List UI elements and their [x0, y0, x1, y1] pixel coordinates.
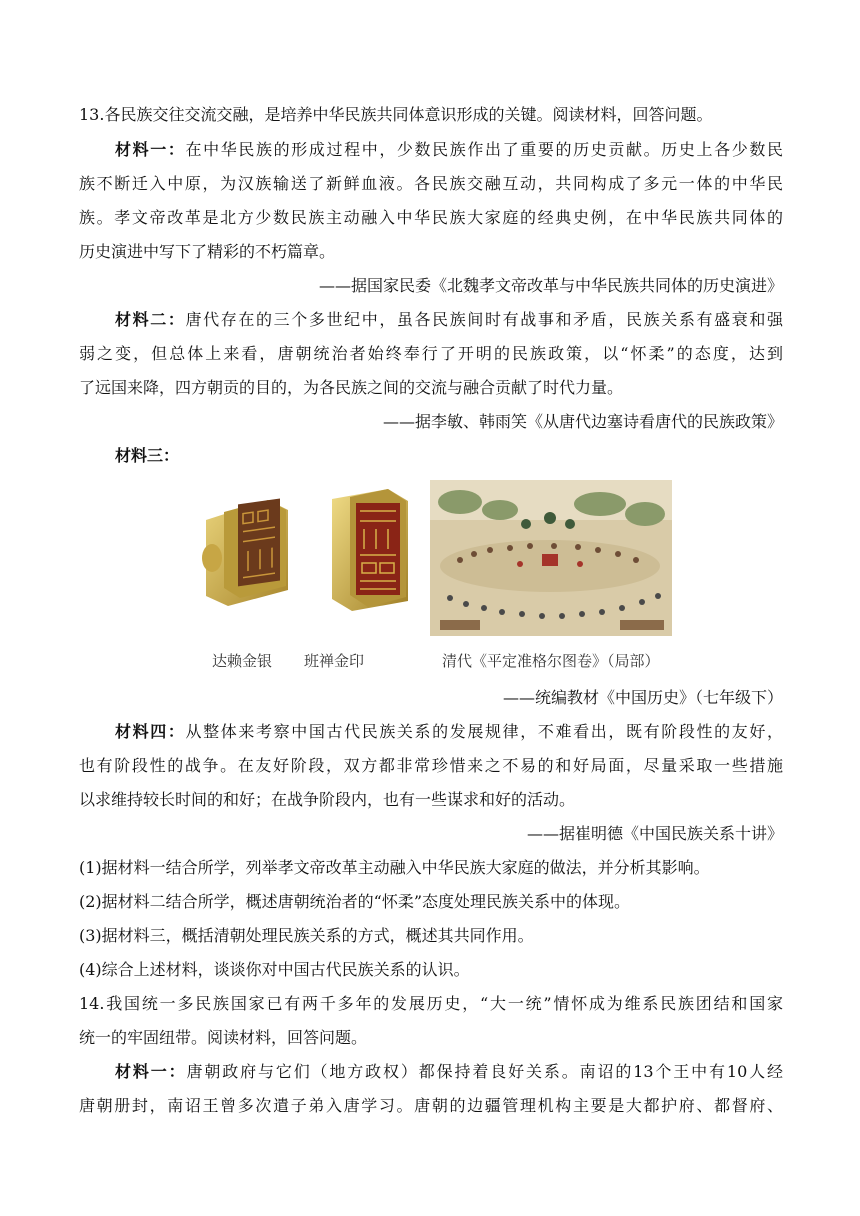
q14-stem-line2: 统一的牢固纽带。阅读材料，回答问题。: [79, 1028, 368, 1047]
q13-material4-line2: 也有阶段性的战争。在友好阶段，双方都非常珍惜来之不易的和好局面，尽量采取一些措施: [79, 756, 783, 775]
q13-stem: 13.各民族交往交流交融，是培养中华民族共同体意识形成的关键。阅读材料，回答问题。: [79, 105, 713, 124]
caption-qing-painting: 清代《平定准格尔图卷》（局部）: [442, 652, 660, 670]
material4-text1: 从整体来考察中国古代民族关系的发展规律，不难看出，既有阶段性的友好，: [185, 722, 783, 741]
material3-images: [198, 480, 678, 640]
q13-subquestion-2: (2)据材料二结合所学，概述唐朝统治者的“怀柔”态度处理民族关系中的体现。: [79, 892, 631, 911]
q13-material4-line1: [115, 722, 783, 742]
q13-material1-source: ——据国家民委《北魏孝文帝改革与中华民族共同体的历史演进》: [318, 276, 783, 295]
q13-material2-line3: 了远国来降，四方朝贡的目的，为各民族之间的交流与融合贡献了时代力量。: [79, 378, 624, 397]
q14-stem-line1: 14.我国统一多民族国家已有两千多年的发展历史，“大一统”情怀成为维系民族团结和国家: [79, 994, 783, 1013]
q13-material1-line4: 历史演进中写下了精彩的不朽篇章。: [79, 242, 336, 261]
q13-material3-source: ——统编教材《中国历史》（七年级下）: [502, 688, 783, 707]
q14-material1-label: 材料一：: [115, 1062, 187, 1081]
caption-dalai-seal: 达赖金银: [212, 652, 273, 670]
dalai-gold-seal-image: [198, 490, 290, 608]
caption-panchen-seal: 班禅金印: [304, 652, 365, 670]
material1-label: 材料一：: [115, 140, 186, 159]
qing-pacification-painting-image: [430, 480, 672, 636]
q13-material2-source: ——据李敏、韩雨笑《从唐代边塞诗看唐代的民族政策》: [382, 412, 783, 431]
q13-subquestion-4: (4)综合上述材料，谈谈你对中国古代民族关系的认识。: [79, 960, 470, 979]
q14-material1-line1: [115, 1062, 783, 1082]
material4-label: 材料四：: [115, 722, 186, 741]
material3-label: 材料三：: [115, 446, 180, 465]
material1-text1: 在中华民族的形成过程中，少数民族作出了重要的历史贡献。历史上各少数民: [185, 140, 783, 159]
q13-subquestion-1: (1)据材料一结合所学，列举孝文帝改革主动融入中华民族大家庭的做法，并分析其影响。: [79, 858, 710, 877]
q13-material2-line2: 弱之变，但总体上来看，唐朝统治者始终奉行了开明的民族政策，以“怀柔”的态度，达到: [79, 344, 783, 363]
q13-material1-line1: [115, 140, 783, 160]
q13-material3-label-line: [115, 446, 783, 466]
q13-material4-source: ——据崔明德《中国民族关系十讲》: [526, 824, 783, 843]
q14-material1-line2: 唐朝册封，南诏王曾多次遣子弟入唐学习。唐朝的边疆管理机构主要是大都护府、都督府、: [79, 1096, 783, 1115]
material2-text1: 唐代存在的三个多世纪中，虽各民族间时有战事和矛盾，民族关系有盛衰和强: [185, 310, 783, 329]
panchen-gold-seal-image: [328, 485, 410, 615]
material2-label: 材料二：: [115, 310, 186, 329]
q13-material2-line1: [115, 310, 783, 330]
q13-subquestion-3: (3)据材料三，概括清朝处理民族关系的方式，概述其共同作用。: [79, 926, 534, 945]
q13-material1-line3: 族。孝文帝改革是北方少数民族主动融入中华民族大家庭的经典史例，在中华民族共同体的: [79, 208, 783, 227]
q13-material4-line3: 以求维持较长时间的和好；在战争阶段内，也有一些谋求和好的活动。: [79, 790, 576, 809]
q14-material1-text1: 唐朝政府与它们（地方政权）都保持着良好关系。南诏的13个王中有10人经: [186, 1062, 783, 1081]
q13-material1-line2: 族不断迁入中原，为汉族输送了新鲜血液。各民族交融互动，共同构成了多元一体的中华民: [79, 174, 783, 193]
